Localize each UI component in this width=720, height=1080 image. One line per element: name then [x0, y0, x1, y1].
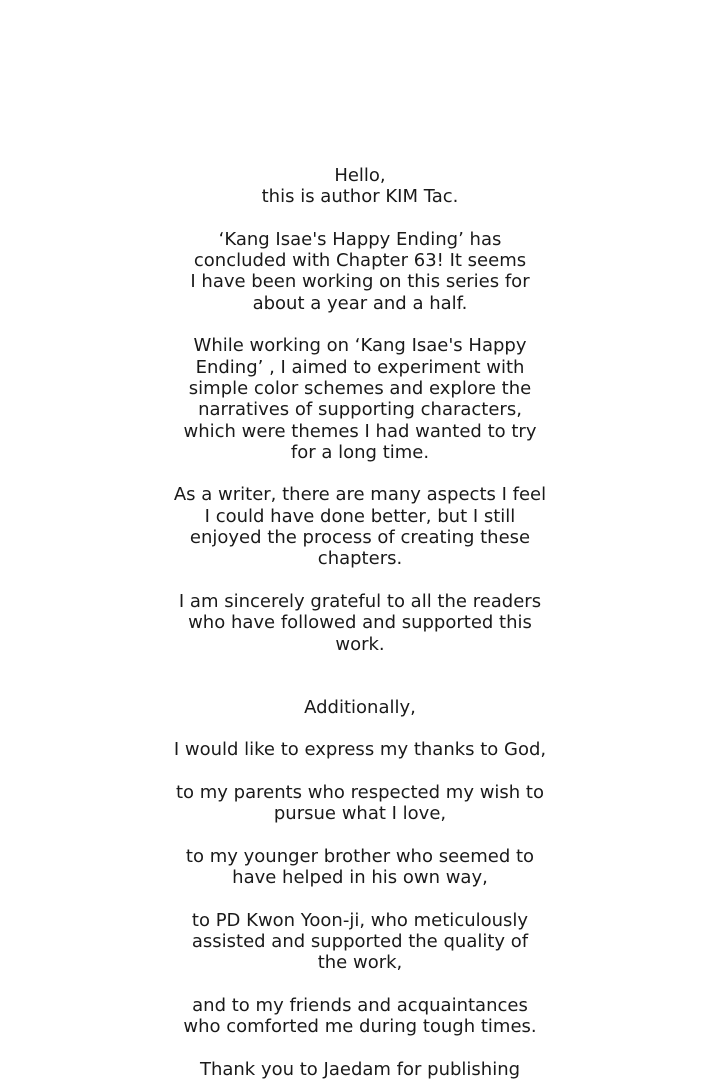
text-line: concluded with Chapter 63! It seems [193, 250, 527, 272]
text-line: I could have done better, but I still [204, 505, 516, 527]
text-line: this is author KIM Tac. [261, 186, 459, 208]
text-line: and to my friends and acquaintances [192, 994, 528, 1016]
text-line: about a year and a half. [252, 292, 468, 314]
paragraph-experiment [0, 335, 720, 463]
text-line: assisted and supported the quality of [191, 931, 529, 953]
text-line: ‘Kang Isae's Happy Ending’ has [218, 228, 502, 250]
paragraph-friends [0, 995, 720, 1038]
jaedam-line: Thank you to Jaedam for publishing [199, 1058, 521, 1080]
text-line: the work, [317, 952, 403, 974]
greeting [0, 165, 720, 208]
text-line: have helped in his own way, [232, 867, 488, 889]
text-line: work. [335, 633, 385, 655]
paragraph-series-concluded [0, 229, 720, 314]
additionally-heading: Additionally, [304, 696, 416, 718]
paragraph-brother [0, 846, 720, 889]
text-line: Ending’ , I aimed to experiment with [195, 356, 525, 378]
text-line: chapters. [317, 548, 403, 570]
text-line: to my parents who respected my wish to [175, 782, 544, 804]
text-line: I have been working on this series for [190, 271, 530, 293]
text-line: narratives of supporting characters, [198, 399, 522, 421]
afterword-letter [0, 165, 720, 1080]
text-line: I am sincerely grateful to all the readers [178, 590, 542, 612]
text-line: enjoyed the process of creating these [189, 527, 531, 549]
text-line: for a long time. [290, 441, 430, 463]
text-line: While working on ‘Kang Isae's Happy [193, 335, 527, 357]
text-line: simple color schemes and explore the [188, 377, 532, 399]
thanks-god-line: I would like to express my thanks to God, [173, 739, 547, 761]
paragraph-parents [0, 782, 720, 825]
text-line: to my younger brother who seemed to [185, 845, 535, 867]
paragraph-reflection [0, 484, 720, 569]
text-line: who have followed and supported this [188, 612, 532, 634]
paragraph-pd [0, 910, 720, 974]
text-line: who comforted me during tough times. [183, 1016, 537, 1038]
text-line: Hello, [334, 165, 386, 186]
text-line: pursue what I love, [273, 803, 447, 825]
text-line: to PD Kwon Yoon-ji, who meticulously [191, 909, 529, 931]
text-line: As a writer, there are many aspects I feel [173, 484, 547, 506]
text-line: which were themes I had wanted to try [183, 420, 537, 442]
paragraph-gratitude-readers [0, 591, 720, 655]
